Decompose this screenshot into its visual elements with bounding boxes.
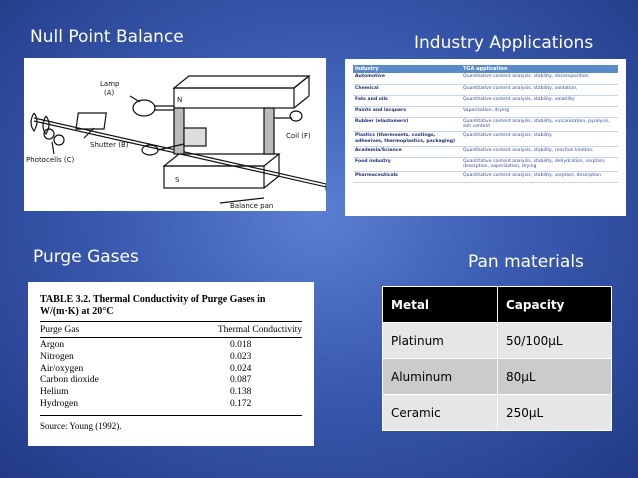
table-row xyxy=(40,340,302,352)
coil-label: Coil (F) xyxy=(286,132,311,140)
industry-applications-table xyxy=(345,59,626,216)
industry-cell: Academia/Science xyxy=(353,146,461,157)
metal-cell: Aluminum xyxy=(383,359,498,395)
table-row xyxy=(383,323,612,359)
south-pole-label: S xyxy=(175,176,180,184)
table-rule xyxy=(40,337,302,338)
table-rule xyxy=(40,415,302,416)
purge-table-caption: TABLE 3.2. Thermal Conductivity of Purge Gases in W/(m·K) at 20°C xyxy=(40,294,266,317)
table-row xyxy=(353,84,618,95)
purge-gas-header: Purge Gas xyxy=(40,325,80,335)
conductivity-value: 0.018 xyxy=(230,340,252,350)
table-row xyxy=(353,117,618,131)
industry-cell: Chemical xyxy=(353,84,461,95)
shutter-label: Shutter (B) xyxy=(90,141,129,149)
conductivity-value: 0.138 xyxy=(230,387,252,398)
purge-table-source: Source: Young (1992). xyxy=(40,420,122,431)
industry-applications-heading: Industry Applications xyxy=(414,33,594,53)
conductivity-value: 0.024 xyxy=(230,363,252,374)
application-cell: Quantitative content analysis, stability, dehydration, sorption, desorption, vaporization, drying xyxy=(461,157,618,171)
table-row xyxy=(353,157,618,171)
purge-table-header xyxy=(40,322,302,337)
industry-cell: Pharmaceuticals xyxy=(353,172,461,183)
conductivity-value: 0.172 xyxy=(230,398,252,409)
industry-cell: Fats and oils xyxy=(353,95,461,106)
conductivity-value: 0.087 xyxy=(230,375,252,386)
table-row xyxy=(40,387,302,399)
industry-cell: Food industry xyxy=(353,157,461,171)
application-cell: Vaporization, drying xyxy=(461,106,618,117)
table-row xyxy=(353,73,618,84)
application-cell: Quantitative content analysis, stability, reaction kinetics xyxy=(461,146,618,157)
gas-name: Helium xyxy=(40,387,69,398)
application-cell: Quantitative content analysis, stability, oxidation, xyxy=(461,84,618,95)
conductivity-value: 0.023 xyxy=(230,351,252,362)
null-point-balance-heading: Null Point Balance xyxy=(30,27,184,47)
gas-name: Hydrogen xyxy=(40,398,78,409)
capacity-cell: 50/100µL xyxy=(498,323,612,359)
purge-gases-heading: Purge Gases xyxy=(33,247,139,267)
right-pole xyxy=(264,108,274,154)
null-point-balance-diagram xyxy=(24,58,326,211)
purge-gases-table xyxy=(28,282,314,446)
table-row xyxy=(40,352,302,364)
lamp-label: Lamp xyxy=(100,80,120,88)
industry-header: Industry xyxy=(353,65,461,73)
magnet-top xyxy=(174,76,309,88)
application-cell: Quantitative content analysis, stability, vulcanization, pyrolysis, ash content xyxy=(461,117,618,131)
capacity-header: Capacity xyxy=(498,287,612,323)
table-row xyxy=(40,399,302,411)
industry-cell: Paints and lacquers xyxy=(353,106,461,117)
shutter-box xyxy=(76,113,106,129)
application-cell: Quantitative content analysis, stability xyxy=(461,132,618,146)
photocells-label: Photocells (C) xyxy=(26,156,75,164)
lamp-sub-label: (A) xyxy=(104,89,115,97)
thermal-conductivity-header: Thermal Conductivity xyxy=(217,325,302,335)
capacity-cell: 80µL xyxy=(498,359,612,395)
metal-cell: Platinum xyxy=(383,323,498,359)
metal-header: Metal xyxy=(383,287,498,323)
pan-materials-heading: Pan materials xyxy=(468,252,584,272)
tga-application-header: TGA application xyxy=(461,65,618,73)
table-row xyxy=(353,172,618,183)
capacity-cell: 250µL xyxy=(498,395,612,431)
north-pole-label: N xyxy=(177,96,183,104)
pan-materials-table xyxy=(382,286,612,431)
table-row xyxy=(40,364,302,376)
gas-name: Argon xyxy=(40,340,65,350)
lamp xyxy=(133,100,155,116)
gas-name: Air/oxygen xyxy=(40,363,84,374)
gas-name: Nitrogen xyxy=(40,351,74,362)
balance-pan-label: Balance pan xyxy=(230,202,274,210)
metal-cell: Ceramic xyxy=(383,395,498,431)
table-row xyxy=(383,359,612,395)
table-row xyxy=(353,146,618,157)
coil xyxy=(184,128,206,146)
application-cell: Quantitative content analysis, stability, volatility xyxy=(461,95,618,106)
counterweight xyxy=(142,145,158,155)
table-row xyxy=(353,95,618,106)
industry-cell: Automotive xyxy=(353,73,461,84)
photocell-2 xyxy=(54,135,64,145)
table-row xyxy=(353,132,618,146)
industry-cell: Rubber (elastomers) xyxy=(353,117,461,131)
table-row xyxy=(40,375,302,387)
table-row xyxy=(383,395,612,431)
gas-name: Carbon dioxide xyxy=(40,375,99,386)
table-row xyxy=(353,106,618,117)
left-pole xyxy=(174,108,184,154)
balance-schematic xyxy=(24,58,326,211)
application-cell: Quantitative content analysis, stability, decomposition xyxy=(461,73,618,84)
application-cell: Quantitative content analysis, stability, sorption, desorption xyxy=(461,172,618,183)
coil-terminal xyxy=(290,111,302,121)
industry-cell: Plastics (thermosets, coatings, adhesives, thermoplastics, packaging) xyxy=(353,132,461,146)
